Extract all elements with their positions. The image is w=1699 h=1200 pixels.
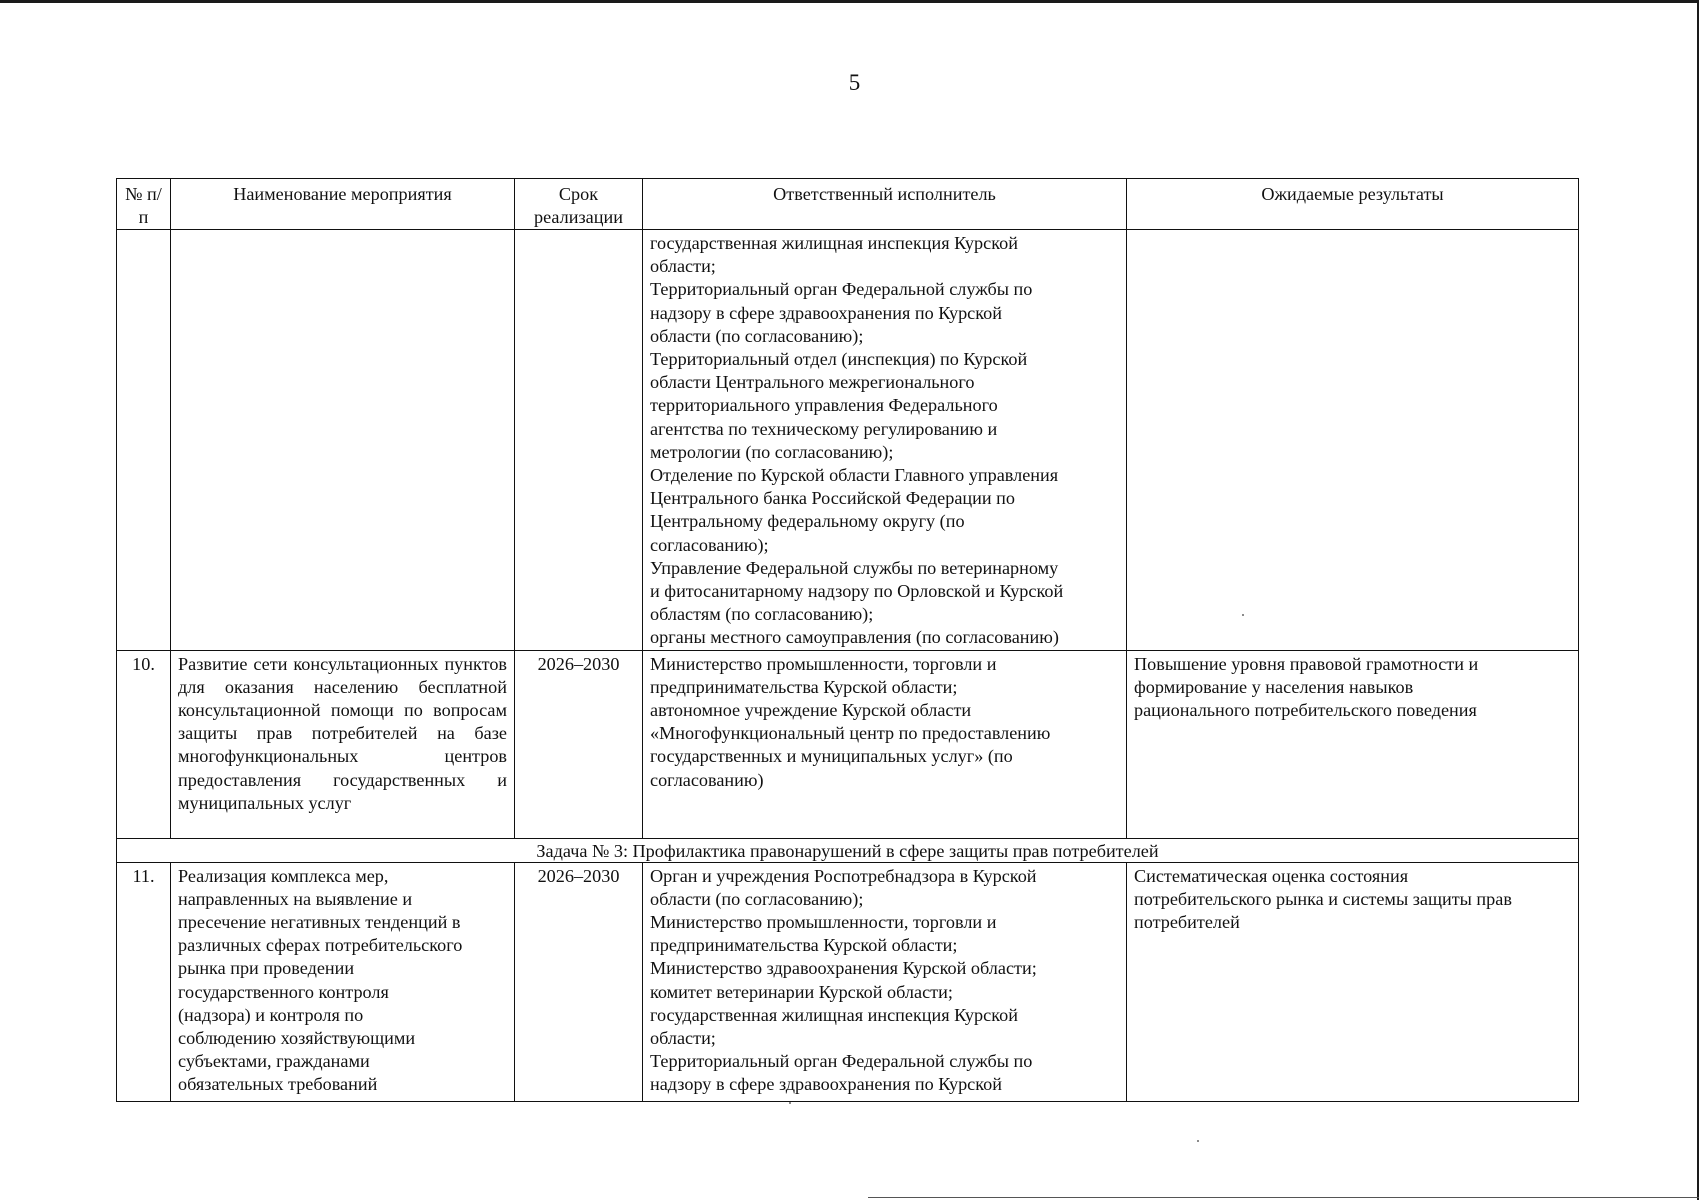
executor-line: Территориальный орган Федеральной службы по xyxy=(650,1051,1033,1072)
executor-line: государственная жилищная инспекция Курской xyxy=(650,1004,1018,1025)
name-line: различных сферах потребительского xyxy=(178,935,463,956)
cell-num xyxy=(117,230,171,651)
table-row-11 xyxy=(117,862,1579,1101)
executor-line: «Многофункциональный центр по предоставлению xyxy=(650,723,1051,744)
scan-speck xyxy=(1197,1140,1199,1142)
executor-line: области (по согласованию); xyxy=(650,888,864,909)
name-line: (надзора) и контроля по xyxy=(178,1004,364,1025)
executor-line: областям (по согласованию); xyxy=(650,604,874,625)
header-name: Наименование мероприятия xyxy=(171,179,515,230)
name-line: пресечение негативных тенденций в xyxy=(178,912,461,933)
header-results: Ожидаемые результаты xyxy=(1127,179,1579,230)
results-line: потребительского рынка и системы защиты прав xyxy=(1134,888,1512,909)
scan-edge-bottom xyxy=(868,1197,1699,1198)
header-executor: Ответственный исполнитель xyxy=(643,179,1127,230)
cell-executor xyxy=(643,230,1127,651)
executor-line: надзору в сфере здравоохранения по Курской xyxy=(650,1074,1002,1095)
header-num: № п/п xyxy=(117,179,171,230)
scan-speck xyxy=(1242,614,1244,616)
executor-line: Территориальный отдел (инспекция) по Курской xyxy=(650,349,1028,370)
executor-line: метрологии (по согласованию); xyxy=(650,441,894,462)
executor-line: Министерство промышленности, торговли и xyxy=(650,912,997,933)
name-line: обязательных требований xyxy=(178,1074,378,1095)
results-line: Систематическая оценка состояния xyxy=(1134,865,1409,886)
scan-speck xyxy=(789,1102,791,1104)
name-line: направленных на выявление и xyxy=(178,888,413,909)
executor-line: государственных и муниципальных услуг» (по xyxy=(650,746,1013,767)
measures-table xyxy=(116,178,1579,1102)
cell-name xyxy=(171,862,515,1101)
cell-term: 2026–2030 xyxy=(515,862,643,1101)
cell-num: 11. xyxy=(117,862,171,1101)
executor-line: согласованию) xyxy=(650,769,764,790)
cell-results xyxy=(1127,650,1579,838)
executor-line: согласованию); xyxy=(650,534,769,555)
executor-line: государственная жилищная инспекция Курской xyxy=(650,233,1018,253)
executor-line: Центрального банка Российской Федерации по xyxy=(650,488,1015,509)
executor-line: области (по согласованию); xyxy=(650,325,864,346)
task-heading: Задача № 3: Профилактика правонарушений в сфере защиты прав потребителей xyxy=(117,838,1579,862)
name-line: Реализация комплекса мер, xyxy=(178,865,389,886)
name-line: государственного контроля xyxy=(178,981,389,1002)
results-line: потребителей xyxy=(1134,912,1240,933)
cell-num: 10. xyxy=(117,650,171,838)
executor-line: автономное учреждение Курской области xyxy=(650,700,972,721)
executor-line: Орган и учреждения Роспотребнадзора в Курской xyxy=(650,865,1037,886)
executor-line: Министерство здравоохранения Курской области; xyxy=(650,958,1037,979)
table-row-continuation xyxy=(117,230,1579,651)
scan-edge-top xyxy=(0,0,1699,3)
results-line: Повышение уровня правовой грамотности и xyxy=(1134,653,1479,674)
cell-name: Развитие сети консультационных пунктов для оказания населению бесплатной консультационной помощи по вопросам защиты прав потребителей на базе многофункциональных центров предоставления государственных и муниципальных услуг xyxy=(171,650,515,838)
cell-executor xyxy=(643,650,1127,838)
cell-name xyxy=(171,230,515,651)
name-line: субъектами, гражданами xyxy=(178,1051,370,1072)
executor-line: Центральному федеральному округу (по xyxy=(650,511,965,532)
header-term: Срок реализации xyxy=(515,179,643,230)
executor-line: области Центрального межрегионального xyxy=(650,372,975,393)
executor-line: и фитосанитарному надзору по Орловской и Курской xyxy=(650,581,1064,602)
executor-line: Территориальный орган Федеральной службы по xyxy=(650,279,1033,300)
results-line: рационального потребительского поведения xyxy=(1134,700,1477,721)
executor-line: предпринимательства Курской области; xyxy=(650,935,958,956)
executor-line: области; xyxy=(650,1028,716,1049)
executor-line: предпринимательства Курской области; xyxy=(650,676,958,697)
cell-term xyxy=(515,230,643,651)
executor-line: территориального управления Федерального xyxy=(650,395,998,416)
page-number: 5 xyxy=(848,70,861,95)
cell-executor xyxy=(643,862,1127,1101)
executor-line: Министерство промышленности, торговли и xyxy=(650,653,997,674)
executor-line: надзору в сфере здравоохранения по Курской xyxy=(650,302,1002,323)
task-row xyxy=(117,838,1579,862)
executor-line: комитет ветеринарии Курской области; xyxy=(650,981,953,1002)
executor-line: агентства по техническому регулированию и xyxy=(650,418,998,439)
table-header-row xyxy=(117,179,1579,230)
executor-line: области; xyxy=(650,256,716,277)
name-line: соблюдению хозяйствующими xyxy=(178,1028,416,1049)
cell-results xyxy=(1127,230,1579,651)
executor-line: органы местного самоуправления (по согласованию) xyxy=(650,627,1059,648)
executor-line: Отделение по Курской области Главного управления xyxy=(650,465,1059,486)
name-line: рынка при проведении xyxy=(178,958,355,979)
cell-term: 2026–2030 xyxy=(515,650,643,838)
executor-line: Управление Федеральной службы по ветеринарному xyxy=(650,557,1059,578)
results-line: формирование у населения навыков xyxy=(1134,676,1414,697)
cell-results xyxy=(1127,862,1579,1101)
table-row-10 xyxy=(117,650,1579,838)
